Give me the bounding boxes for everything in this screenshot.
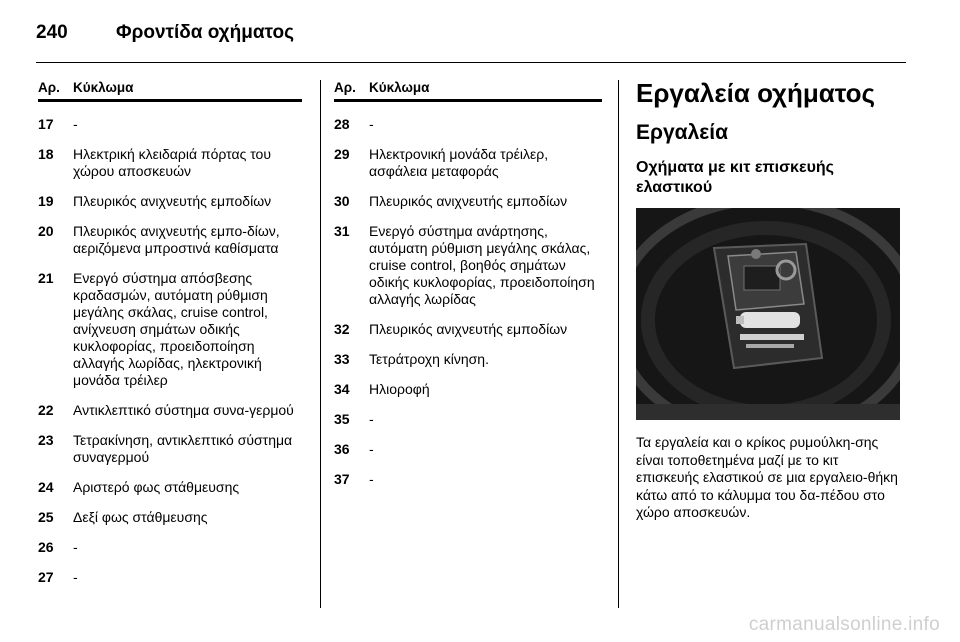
table-row — [334, 471, 602, 488]
body-text: Τα εργαλεία και ο κρίκος ρυμούλκη-σης είναι τοποθετημένα μαζί με το κιτ επισκευής ελαστικού σε μια εργαλειο-θήκη κάτω από το κάλυμμα του δα-πέδου στο χώρο αποσκευών. — [636, 434, 898, 520]
fuse-table-left — [38, 80, 302, 599]
page-title: Φροντίδα οχήματος — [116, 22, 294, 43]
table-row — [38, 432, 302, 466]
table-row — [334, 223, 602, 308]
fuse-number: 30 — [334, 193, 350, 209]
table-row — [334, 146, 602, 180]
circuit-description: - — [369, 441, 374, 457]
fuse-number: 32 — [334, 321, 350, 337]
tire-repair-kit-illustration — [636, 208, 900, 420]
fuse-number: 33 — [334, 351, 350, 367]
fuse-number: 36 — [334, 441, 350, 457]
fuse-number: 37 — [334, 471, 350, 487]
table-header — [334, 80, 602, 102]
table-row — [38, 402, 302, 419]
table-row — [38, 509, 302, 526]
fuse-number: 27 — [38, 569, 54, 585]
circuit-description: Ηλεκτρική κλειδαριά πόρτας του χώρου αποσκευών — [73, 146, 271, 179]
table-row — [38, 569, 302, 586]
table-row — [334, 351, 602, 368]
table-header — [38, 80, 302, 102]
circuit-description: Πλευρικός ανιχνευτής εμπο-δίων, αεριζόμενα μπροστινά καθίσματα — [73, 223, 280, 256]
table-row — [38, 270, 302, 389]
fuse-number: 31 — [334, 223, 350, 239]
fuse-number: 28 — [334, 116, 350, 132]
circuit-description: - — [73, 116, 78, 132]
tire-repair-kit-image — [636, 208, 900, 420]
column-divider — [320, 80, 321, 608]
fuse-number: 22 — [38, 402, 54, 418]
section-heading: Εργαλεία οχήματος — [636, 78, 876, 108]
circuit-description: - — [369, 411, 374, 427]
column-divider — [618, 80, 619, 608]
circuit-description: Τετρακίνηση, αντικλεπτικό σύστημα συναγερμού — [73, 432, 293, 465]
circuit-description: Τετράτροχη κίνηση. — [369, 351, 489, 367]
table-row — [334, 321, 602, 338]
circuit-description: - — [369, 116, 374, 132]
fuse-number: 21 — [38, 270, 54, 286]
table-row — [38, 146, 302, 180]
table-row — [38, 479, 302, 496]
fuse-number: 23 — [38, 432, 54, 448]
table-row — [334, 116, 602, 133]
table-row — [334, 411, 602, 428]
circuit-description: - — [73, 569, 78, 585]
tools-section — [636, 80, 904, 522]
fuse-number: 25 — [38, 509, 54, 525]
table-row — [38, 116, 302, 133]
circuit-description: Αριστερό φως στάθμευσης — [73, 479, 240, 495]
fuse-table-right — [334, 80, 602, 501]
page-header — [36, 18, 906, 63]
column-header-circuit: Κύκλωμα — [369, 80, 430, 95]
table-row — [334, 193, 602, 210]
circuit-description: Ενεργό σύστημα ανάρτησης, αυτόματη ρύθμιση μεγάλης σκάλας, cruise control, βοηθός σημάτων οδικής κυκλοφορίας, προειδοποίηση αλλαγής λωρίδας — [369, 223, 595, 307]
circuit-description: Δεξί φως στάθμευσης — [73, 509, 208, 525]
circuit-description: Αντικλεπτικό σύστημα συνα-γερμού — [73, 402, 294, 418]
subsubsection-heading: Οχήματα με κιτ επισκευής ελαστικού — [636, 159, 834, 196]
fuse-number: 19 — [38, 193, 54, 209]
circuit-description: Πλευρικός ανιχνευτής εμποδίων — [369, 193, 568, 209]
fuse-number: 17 — [38, 116, 54, 132]
fuse-number: 35 — [334, 411, 350, 427]
circuit-description: - — [369, 471, 374, 487]
circuit-description: Πλευρικός ανιχνευτής εμποδίων — [73, 193, 272, 209]
fuse-number: 24 — [38, 479, 54, 495]
table-row — [38, 539, 302, 556]
column-header-number: Αρ. — [38, 80, 60, 95]
fuse-number: 34 — [334, 381, 350, 397]
circuit-description: Ενεργό σύστημα απόσβεσης κραδασμών, αυτόματη ρύθμιση μεγάλης σκάλας, cruise control, ανίχνευση σημάτων οδικής κυκλοφορίας, προειδοποίηση αλλαγής λωρίδας, ηλεκτρονική μονάδα τρέιλερ — [73, 270, 268, 388]
fuse-number: 29 — [334, 146, 350, 162]
fuse-number: 20 — [38, 223, 54, 239]
subsection-heading: Εργαλεία — [636, 121, 728, 144]
watermark: carmanualsonline.info — [748, 614, 940, 635]
circuit-description: Ηλιοροφή — [369, 381, 430, 397]
circuit-description: Πλευρικός ανιχνευτής εμποδίων — [369, 321, 568, 337]
fuse-number: 26 — [38, 539, 54, 555]
column-header-number: Αρ. — [334, 80, 356, 95]
circuit-description: - — [73, 539, 78, 555]
table-row — [334, 381, 602, 398]
column-header-circuit: Κύκλωμα — [73, 80, 134, 95]
fuse-number: 18 — [38, 146, 54, 162]
table-row — [38, 223, 302, 257]
page-number: 240 — [36, 22, 68, 43]
table-row — [334, 441, 602, 458]
table-row — [38, 193, 302, 210]
circuit-description: Ηλεκτρονική μονάδα τρέιλερ, ασφάλεια μεταφοράς — [369, 146, 549, 179]
